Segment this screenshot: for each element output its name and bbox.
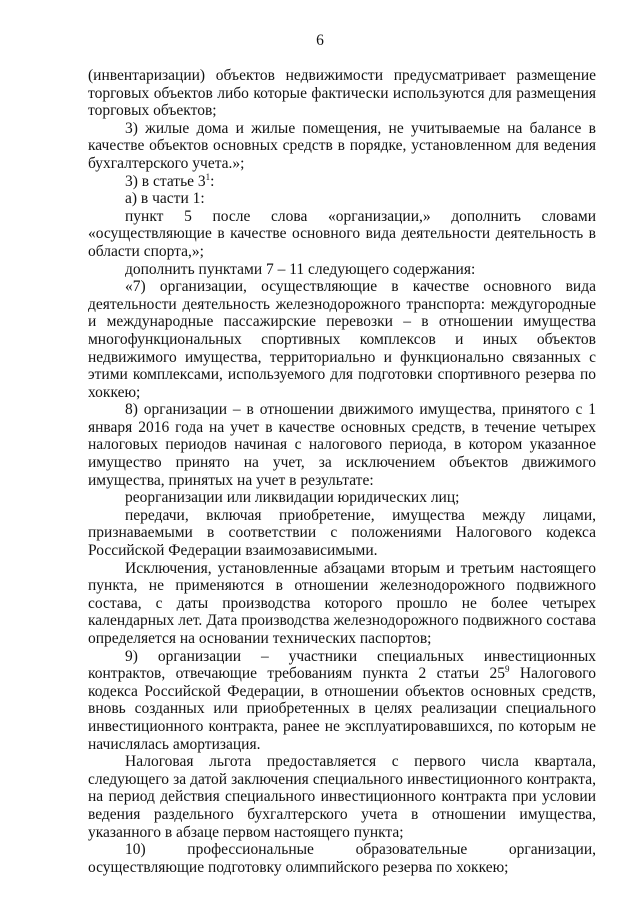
paragraph-4: а) в части 1: <box>125 190 205 208</box>
paragraph-6: дополнить пунктами 7 – 11 следующего содержания: <box>125 260 476 278</box>
page-number: 6 <box>316 32 324 49</box>
paragraph-13: Налоговая льгота предоставляется с первого числа квартала, следующего за датой заключения специального инвестиционного контракта, на период действия специального инвестиционного контракта при условии ведения раздельного бухгалтерского учета в отношении имущества, указанного в абзаце первом настоящего пункта; <box>88 753 596 841</box>
paragraph-10: передачи, включая приобретение, имущества между лицами, признаваемыми в соответствии с положениями Налогового кодекса Российской Федерации взаимозависимыми. <box>88 506 596 560</box>
paragraph-14: 10) профессиональные образовательные организации, осуществляющие подготовку олимпийского резерва по хоккею; <box>88 841 596 876</box>
paragraph-3: 3) в статье $3^1$: <box>125 171 215 190</box>
paragraph-9: реорганизации или ликвидации юридических лиц; <box>125 489 460 507</box>
paragraph-7: «7) организации, осуществляющие в качестве основного вида деятельности деятельность железнодорожного транспорта: междугородные и международные пассажирские перевозки – в отношении имущества многофункциональных спортивных комплексов и иных объектов недвижимого имущества, территориально и функционально связанных с этими комплексами, используемого для подготовки спортивного резерва по хоккею; <box>88 278 596 401</box>
paragraph-1: (инвентаризации) объектов недвижимости предусматривает размещение торговых объектов либо которые фактически используются для размещения торговых объектов; <box>88 67 596 120</box>
document-body <box>88 67 596 876</box>
paragraph-2: 3) жилые дома и жилые помещения, не учитываемые на балансе в качестве объектов основных средств в порядке, установленном для ведения бухгалтерского учета.»; <box>88 119 596 172</box>
paragraph-12: 9) организации – участники специальных инвестиционных контрактов, отвечающие требованиям пункта 2 статьи $25^9$ Налогового кодекса Российской Федерации, в отношении объектов основных средств, вновь созданных или приобретенных в целях реализации специального инвестиционного контракта, ранее не эксплуатировавшихся, по которым не начислялась амортизация. <box>88 647 596 753</box>
paragraph-8: 8) организации – в отношении движимого имущества, принятого с 1 января 2016 года на учет в качестве основных средств, в течение четырех налоговых периодов начиная с налогового периода, в котором указанное имущество принято на учет, за исключением объектов движимого имущества, принятых на учет в результате: <box>88 401 596 489</box>
paragraph-5: пункт 5 после слова «организации,» дополнить словами «осуществляющие в качестве основного вида деятельности деятельность в области спорта,»; <box>88 207 596 260</box>
paragraph-11: Исключения, установленные абзацами вторым и третьим настоящего пункта, не применяются в отношении железнодорожного подвижного состава, с даты производства которого прошло не более четырех календарных лет. Дата производства железнодорожного подвижного состава определяется на основании технических паспортов; <box>88 559 596 647</box>
